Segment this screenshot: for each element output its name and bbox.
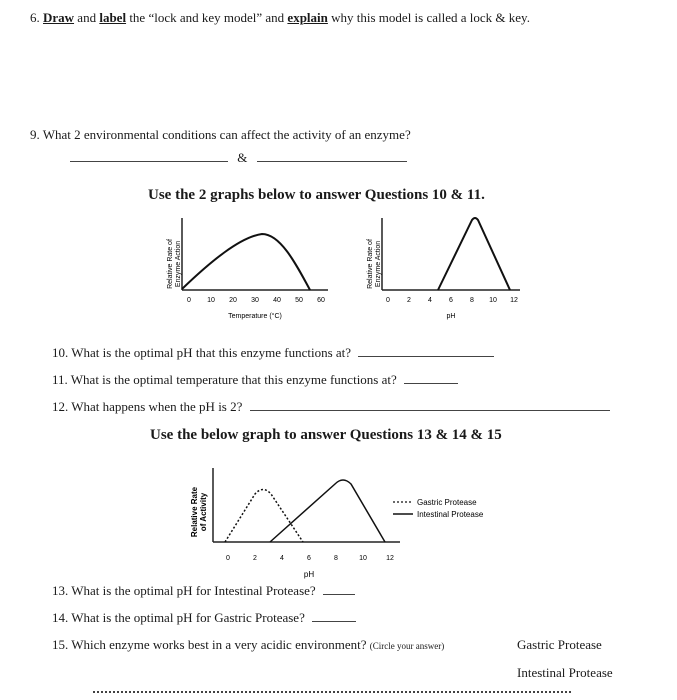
q15-hint: (Circle your answer): [369, 641, 445, 651]
graph3-tick-2: 4: [280, 555, 284, 562]
q13-text: 13. What is the optimal pH for Intestinal Protease?: [52, 583, 316, 598]
legend-gastric-label: Gastric Protease: [417, 498, 477, 507]
graph3-tick-1: 2: [253, 555, 257, 562]
graph1-xlabel: Temperature (°C): [228, 313, 282, 320]
graph2-tick-4: 8: [470, 297, 474, 304]
graph3-tick-3: 6: [307, 555, 311, 562]
graph1-tick-2: 20: [229, 297, 237, 304]
q6-end: why this model is called a lock & key.: [331, 10, 530, 25]
graph3-ylabel-line2: of Activity: [199, 492, 208, 532]
q9-blank-1[interactable]: [70, 160, 228, 162]
graph3-tick-4: 8: [334, 555, 338, 562]
q14-blank[interactable]: [312, 620, 356, 622]
graph1-tick-0: 0: [187, 297, 191, 304]
question-13: [52, 583, 355, 599]
choice-gastric-protease[interactable]: Gastric Protease: [517, 637, 602, 652]
graph-temperature: [160, 212, 340, 327]
graph-protease: [185, 460, 525, 585]
header-graphs-10-11: Use the 2 graphs below to answer Questions 10 & 11.: [148, 187, 485, 203]
q6-explain: explain: [287, 10, 328, 25]
graph1-ticks: [187, 297, 325, 304]
question-15: [52, 637, 444, 653]
header-graph-13-15: Use the below graph to answer Questions 13 & 14 & 15: [150, 427, 502, 443]
graph3-intestinal-curve: [270, 480, 385, 542]
q6-draw: Draw: [43, 10, 75, 25]
question-14: [52, 610, 356, 626]
graph2-tick-0: 0: [386, 297, 390, 304]
graph1-tick-1: 10: [207, 297, 215, 304]
graph2-tick-3: 6: [449, 297, 453, 304]
q12-text: 12. What happens when the pH is 2?: [52, 399, 243, 414]
graph1-tick-6: 60: [317, 297, 325, 304]
graph2-tick-6: 12: [510, 297, 518, 304]
graph3-ylabel: [190, 486, 208, 537]
q9-ampersand: &: [237, 150, 248, 165]
graph3-gastric-curve: [225, 490, 303, 543]
graph3-xlabel: pH: [303, 570, 315, 579]
dotted-separator: [92, 690, 572, 694]
graph-ph: [360, 212, 530, 327]
q6-number: 6.: [30, 10, 40, 25]
graph2-ylabel-line1: Relative Rate of: [367, 239, 374, 289]
q11-text: 11. What is the optimal temperature that this enzyme functions at?: [52, 372, 397, 387]
graph1-curve: [182, 234, 310, 290]
graph2-tick-2: 4: [428, 297, 432, 304]
graph2-tick-1: 2: [407, 297, 411, 304]
graph2-tick-5: 10: [489, 297, 497, 304]
q12-blank[interactable]: [250, 409, 610, 411]
q13-blank[interactable]: [323, 593, 355, 595]
graph1-tick-5: 50: [295, 297, 303, 304]
q6-label: label: [99, 10, 127, 25]
q15-text: 15. Which enzyme works best in a very acidic environment?: [52, 637, 367, 652]
graph2-ylabel-line2: Enzyme Action: [375, 240, 382, 288]
graph2-xlabel: pH: [446, 313, 456, 320]
graph3-tick-6: 12: [386, 555, 394, 562]
graph3-ticks: [226, 555, 394, 562]
graph1-ylabel-line2: Enzyme Action: [175, 240, 182, 288]
graph3-legend: [393, 498, 484, 519]
graph2-ticks: [386, 297, 518, 304]
graph1-ylabel: [167, 239, 182, 289]
question-12: [52, 399, 610, 415]
graph1-ylabel-line1: Relative Rate of: [167, 239, 174, 289]
graph3-tick-0: 0: [226, 555, 230, 562]
graph3-tick-5: 10: [359, 555, 367, 562]
question-11: [52, 372, 458, 388]
q6-middle: the “lock and key model” and: [129, 10, 285, 25]
q6-and: and: [77, 10, 97, 25]
q11-blank[interactable]: [404, 382, 458, 384]
question-10: [52, 345, 494, 361]
graph2-curve: [438, 218, 510, 290]
q10-blank[interactable]: [358, 355, 494, 357]
legend-intestinal-label: Intestinal Protease: [417, 510, 484, 519]
question-6: [30, 10, 530, 26]
graph2-ylabel: [367, 239, 382, 289]
graph1-tick-3: 30: [251, 297, 259, 304]
q9-blank-2[interactable]: [257, 160, 407, 162]
q9-answer-line[interactable]: [70, 150, 407, 166]
question-9: 9. What 2 environmental conditions can affect the activity of an enzyme?: [30, 127, 411, 142]
q10-text: 10. What is the optimal pH that this enzyme functions at?: [52, 345, 352, 360]
choice-intestinal-protease[interactable]: Intestinal Protease: [517, 665, 613, 680]
q14-text: 14. What is the optimal pH for Gastric Protease?: [52, 610, 305, 625]
graph1-tick-4: 40: [273, 297, 281, 304]
graph3-ylabel-line1: Relative Rate: [190, 486, 199, 538]
